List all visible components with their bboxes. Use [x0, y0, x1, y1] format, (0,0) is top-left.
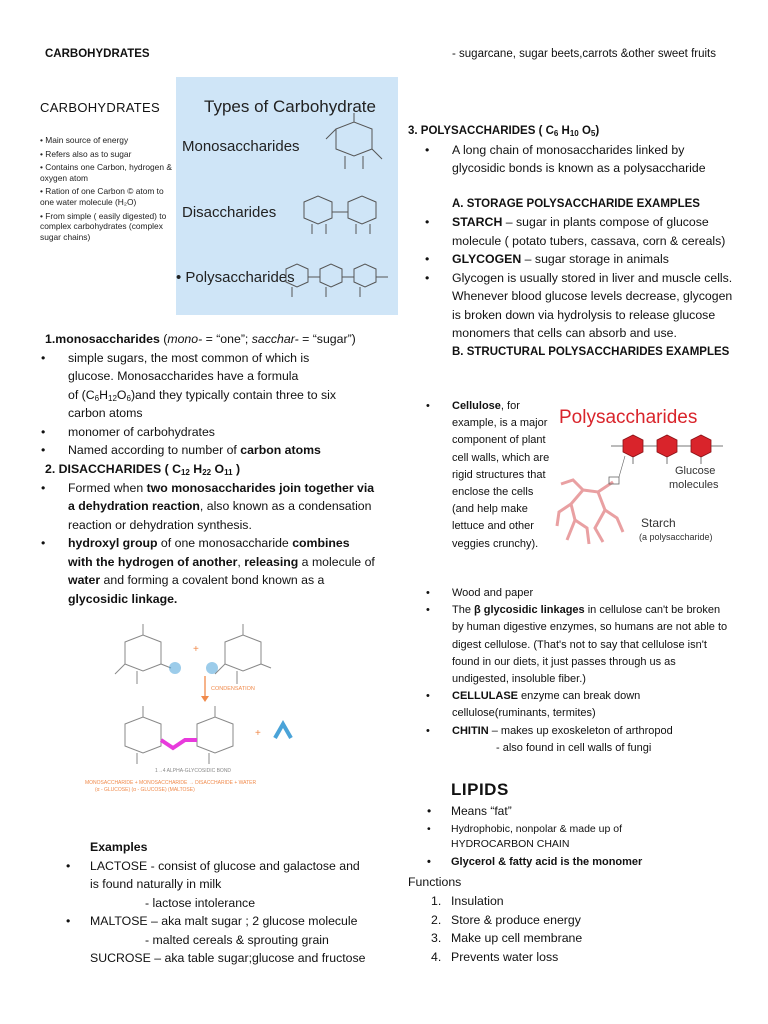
hexagon-glucose — [657, 435, 677, 457]
functions-heading: Functions — [408, 875, 462, 889]
list-item: - lactose intolerance — [145, 895, 256, 910]
list-item: • Wood and paper — [426, 587, 534, 599]
types-title: Types of Carbohydrate — [204, 97, 376, 116]
starch-sub-label: (a polysaccharide) — [639, 532, 713, 542]
disaccharides-heading: 2. DISACCHARIDES ( $C_{12}$ $H_{22}$ $O_{11}$ ) — [45, 462, 241, 477]
starch-label: Starch — [641, 516, 676, 530]
condensation-reaction-diagram — [85, 612, 335, 792]
reaction-caption-sub: (α - GLUCOSE) (α - GLUCOSE) (MALTOSE) — [95, 787, 195, 792]
glucose-label: Glucose — [675, 465, 716, 477]
page-title: CARBOHYDRATES — [45, 48, 150, 60]
list-item: • Means “fat” — [427, 804, 512, 818]
functions-list — [431, 892, 731, 966]
infographic-bullet: • Ration of one Carbon © atom to one water molecule (H₂O) — [40, 186, 164, 207]
list-item: • STARCH – sugar in plants compose of glucose molecule ( potato tubers, cassava, corn & cereals) — [425, 215, 726, 248]
hexagon-glucose — [691, 435, 711, 457]
lipids-list — [427, 803, 733, 871]
list-item: • MALTOSE – aka malt sugar ; 2 glucose molecule — [66, 914, 358, 928]
examples-heading: Examples — [90, 840, 148, 854]
list-item: • LACTOSE - consist of glucose and galactose and is found naturally in milk — [66, 858, 360, 891]
poly-diagram-title: Polysaccharides — [559, 407, 698, 428]
list-item: 3. Make up cell membrane — [431, 931, 583, 945]
list-item: • Hydrophobic, nonpolar & made up of HYDROCARBON CHAIN — [427, 823, 623, 850]
sugar-structures-graphic — [176, 77, 398, 315]
list-item: • Glycerol & fatty acid is the monomer — [427, 856, 643, 868]
monosaccharides-section — [41, 330, 375, 460]
list-item: 1. Insulation — [431, 894, 504, 908]
lipids-heading: LIPIDS — [451, 780, 509, 799]
condensation-label: CONDENSATION — [211, 686, 255, 692]
sugar-sources-text: - sugarcane, sugar beets,carrots &other sweet fruits — [452, 48, 716, 60]
list-item: - malted cereals & sprouting grain — [145, 932, 329, 947]
list-item: • Named according to number of carbon atoms — [41, 443, 321, 457]
molecules-label: molecules — [669, 479, 719, 491]
reaction-caption: MONOSACCHARIDE + MONOSACCHARIDE → DISACCHARIDE + WATER — [85, 780, 257, 786]
list-item: • A long chain of monosaccharides linked by glycosidic bonds is known as a polysaccharide — [425, 142, 706, 175]
hydrogen-highlight — [206, 662, 218, 674]
list-item: - also found in cell walls of fungi — [496, 741, 652, 754]
water-molecule — [275, 724, 291, 738]
type-monosaccharides: Monosaccharides — [182, 138, 300, 155]
list-item: SUCROSE – aka table sugar;glucose and fructose — [90, 951, 366, 965]
polysaccharide-diagram — [553, 400, 733, 552]
svg-text:+: + — [193, 644, 199, 655]
infographic-bullets — [40, 135, 174, 245]
infographic-title: CARBOHYDRATES — [40, 100, 160, 115]
list-item: • CELLULASE enzyme can break down cellulose(ruminants, termites) — [426, 690, 641, 720]
list-item: • GLYCOGEN – sugar storage in animals — [425, 252, 669, 266]
polysaccharides-section — [408, 122, 733, 361]
structural-list — [426, 585, 734, 757]
hexagon-glucose — [623, 435, 643, 457]
list-item: 2. Store & produce energy — [431, 912, 581, 927]
type-polysaccharides: • Polysaccharides — [176, 269, 295, 286]
glycosidic-bond — [161, 740, 197, 748]
infographic-bullet: • From simple ( easily digested) to complex carbohydrates (complex sugar chains) — [40, 210, 167, 242]
cellulose-text: • Cellulose, for example, is a major component of plant cell walls, which are rigid structures that enclose the cells (and help make lettuce and other veggies crunchy). — [426, 400, 550, 550]
infographic-bullet: • Main source of energy — [40, 135, 129, 145]
list-item: • The β glycosidic linkages in cellulose can't be broken by human digestive enzymes, so humans are not able to digest cellulose. (That's not to say that cellulose isn't found in our diets, it just passes through us as undigested, insoluble fiber.) — [426, 604, 728, 686]
hydroxyl-highlight — [169, 662, 181, 674]
list-item: • Glycogen is usually stored in liver and muscle cells. Whenever blood glucose levels decrease, glycogen is broken down via hydrolysis to release glucose monomers that cells can absorb and use. — [425, 270, 733, 340]
monosaccharides-heading: 1.monosaccharides (mono- = “one”; sacchar- = “sugar”) — [45, 332, 356, 346]
infographic-right-panel — [176, 77, 398, 315]
infographic-left-panel — [36, 77, 176, 315]
bond-label: 1→4 ALPHA-GLYCOSIDIC BOND — [155, 768, 232, 774]
storage-heading: A. STORAGE POLYSACCHARIDE EXAMPLES — [452, 197, 700, 210]
examples-section — [66, 838, 370, 968]
structural-heading: B. STRUCTURAL POLYSACCHARIDES EXAMPLES — [452, 345, 730, 358]
type-disaccharides: Disaccharides — [182, 204, 277, 221]
list-item: 4. Prevents water loss — [431, 949, 559, 964]
infographic-bullet: • Refers also as to sugar — [40, 148, 132, 159]
disaccharides-section — [41, 460, 375, 608]
starch-branches — [557, 480, 623, 544]
infographic-bullet: • Contains one Carbon, hydrogen & oxygen atom — [40, 162, 172, 183]
list-item: • Formed when two monosaccharides join together via a dehydration reaction, also known as a condensation reaction or dehydration synthesis. — [41, 480, 375, 532]
svg-text:+: + — [255, 728, 261, 739]
list-item: • hydroxyl group of one monosaccharide combines with the hydrogen of another, releasing a molecule of water and forming a covalent bond known as a glycosidic linkage. — [41, 536, 375, 606]
polysaccharides-heading: 3. POLYSACCHARIDES ( $C_6$ $H_{10}$ $O_5$) — [408, 125, 600, 138]
list-item: • CHITIN – makes up exoskeleton of arthropod — [426, 724, 673, 737]
list-item: • monomer of carbohydrates — [41, 424, 215, 439]
list-item: • simple sugars, the most common of which is glucose. Monosaccharides have a formula of $(C_6H_{12}O_6)and$ they typically contain three to six carbon atoms — [41, 350, 336, 420]
carbohydrate-infographic — [36, 77, 398, 315]
